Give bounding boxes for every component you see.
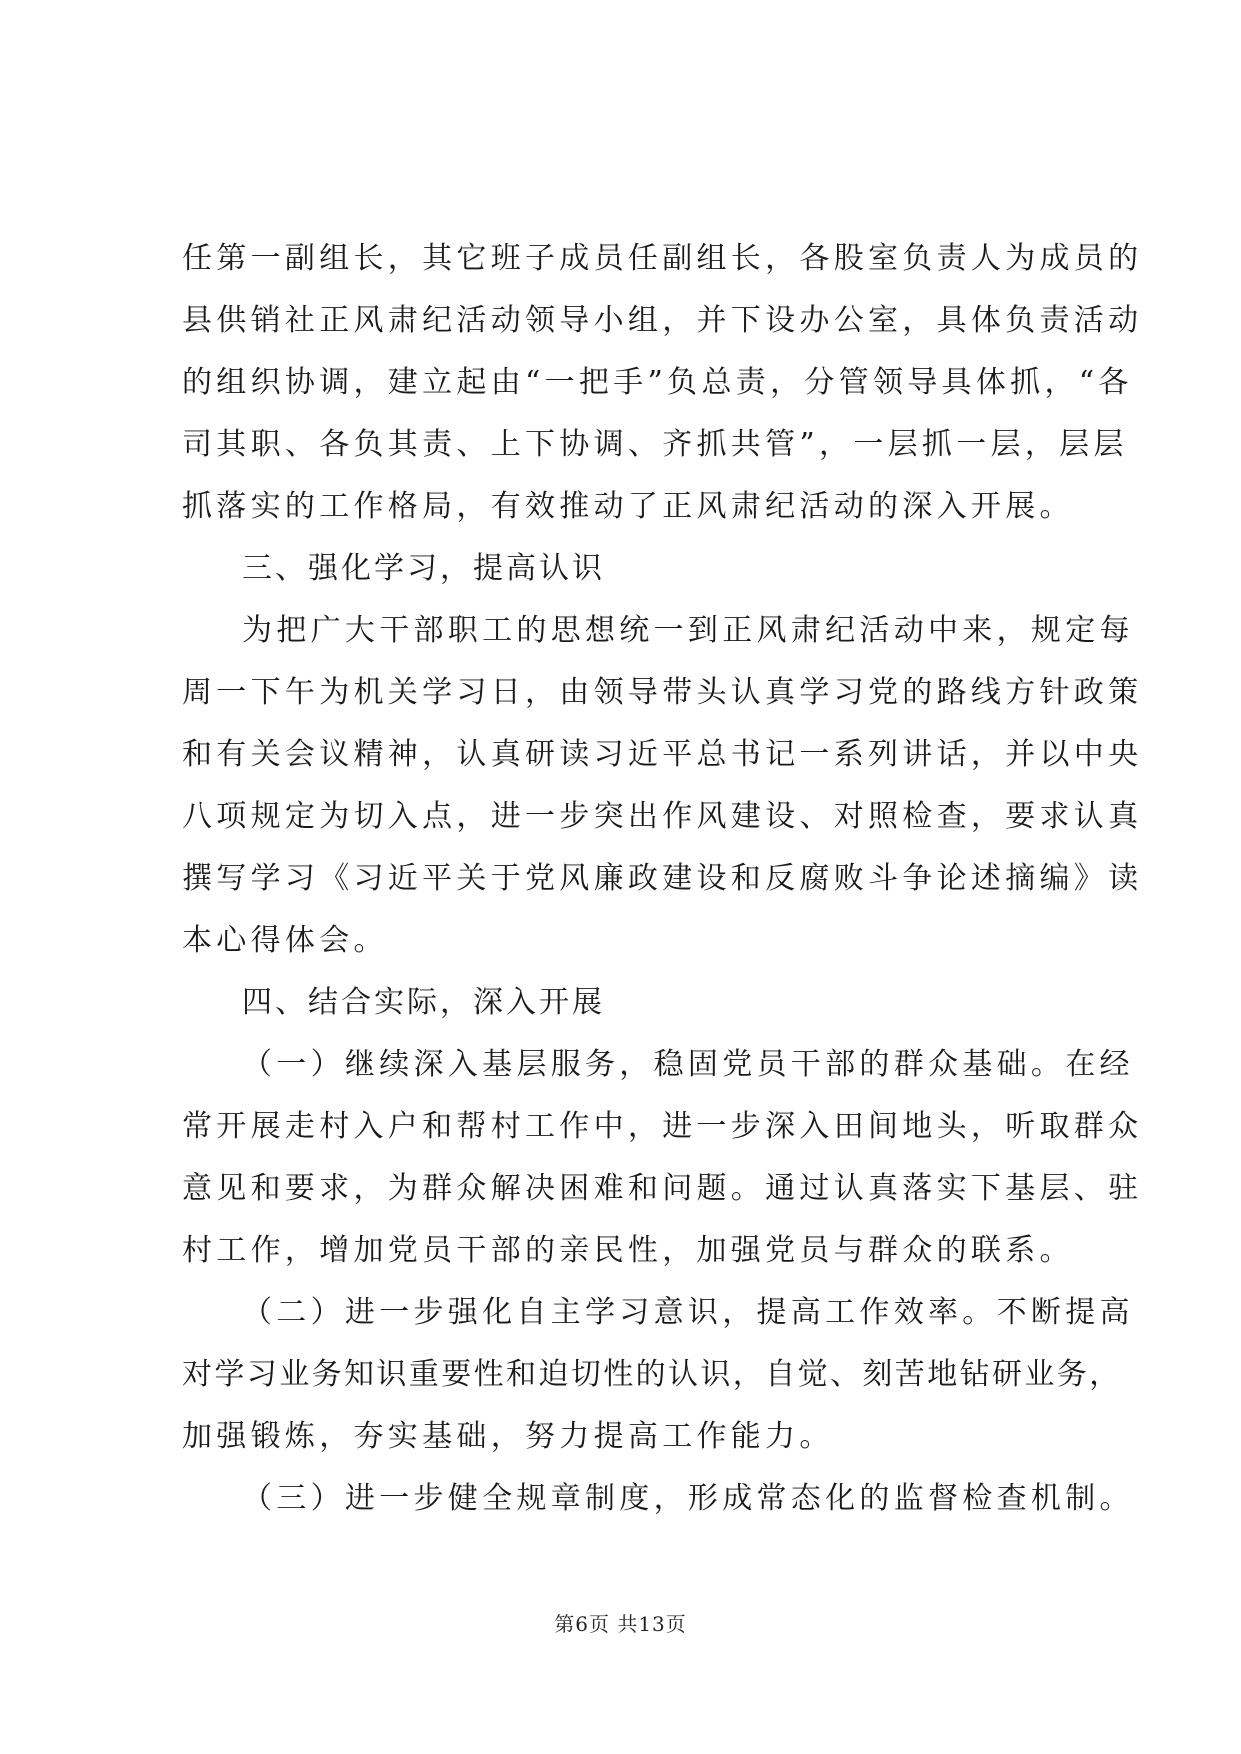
body-text-line: 意见和要求，为群众解决困难和问题。通过认真落实下基层、驻 — [182, 1171, 1143, 1206]
body-text-line: 的组织协调，建立起由“一把手”负总责，分管领导具体抓，“各 — [182, 365, 1133, 400]
body-text-line: （三）进一步健全规章制度，形成常态化的监督检查机制。 — [242, 1481, 1134, 1516]
body-text-line: 村工作，增加党员干部的亲民性，加强党员与群众的联系。 — [182, 1233, 1074, 1268]
body-text-line: 县供销社正风肃纪活动领导小组，并下设办公室，具体负责活动 — [182, 303, 1143, 338]
document-body — [182, 228, 1143, 1530]
body-text-line: 周一下午为机关学习日，由领导带头认真学习党的路线方针政策 — [182, 675, 1143, 710]
body-text-line: 任第一副组长，其它班子成员任副组长，各股室负责人为成员的 — [182, 241, 1143, 276]
body-text-line: 抓落实的工作格局，有效推动了正风肃纪活动的深入开展。 — [182, 489, 1074, 524]
body-text-line: （二）进一步强化自主学习意识，提高工作效率。不断提高 — [242, 1295, 1134, 1330]
body-text-line: 为把广大干部职工的思想统一到正风肃纪活动中来，规定每 — [242, 613, 1134, 648]
body-text-line: 对学习业务知识重要性和迫切性的认识，自觉、刻苦地钻研业务， — [182, 1357, 1122, 1392]
body-text-line: （一）继续深入基层服务，稳固党员干部的群众基础。在经 — [242, 1047, 1134, 1082]
body-text-line: 撰写学习《习近平关于党风廉政建设和反腐败斗争论述摘编》读 — [182, 861, 1143, 896]
body-text-line: 司其职、各负其责、上下协调、齐抓共管”，一层抓一层，层层 — [182, 427, 1128, 462]
section-heading: 四、结合实际，深入开展 — [242, 985, 605, 1020]
body-text-line: 八项规定为切入点，进一步突出作风建设、对照检查，要求认真 — [182, 799, 1143, 834]
section-heading: 三、强化学习，提高认识 — [242, 551, 605, 586]
body-text-line: 常开展走村入户和帮村工作中，进一步深入田间地头，听取群众 — [182, 1109, 1143, 1144]
body-text-line: 和有关会议精神，认真研读习近平总书记一系列讲话，并以中央 — [182, 737, 1143, 772]
body-text-line: 本心得体会。 — [182, 923, 388, 958]
page-footer: 第6页 共13页 — [554, 1612, 687, 1636]
body-text-line: 加强锻炼，夯实基础，努力提高工作能力。 — [182, 1419, 834, 1454]
